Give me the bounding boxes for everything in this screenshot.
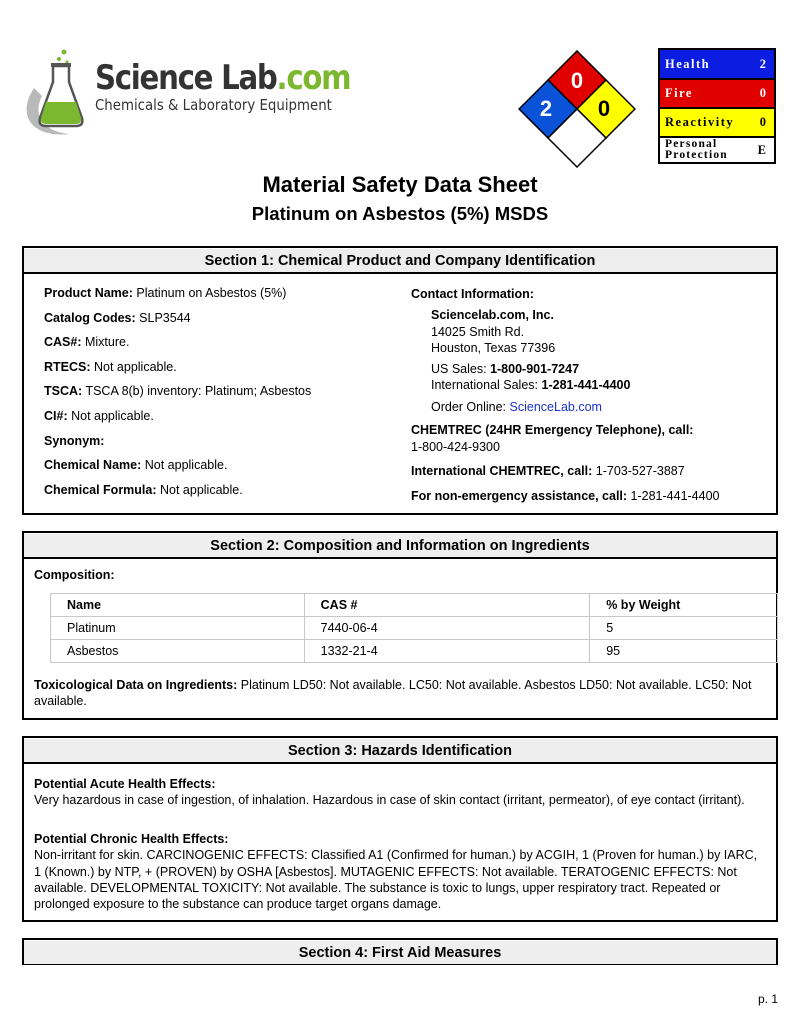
nfpa-health-value: 2 — [539, 96, 553, 121]
chronic-label: Potential Chronic Health Effects: — [34, 832, 229, 846]
column-header-weight: % by Weight — [590, 594, 778, 617]
company-name: Sciencelab.com, Inc. — [431, 308, 554, 322]
field-tsca: TSCA: TSCA 8(b) inventory: Platinum; Asbestos — [44, 384, 312, 399]
hmis-health-value: 2 — [759, 56, 766, 71]
acute-health-effects — [34, 776, 764, 809]
ingredient-weight: 95 — [590, 640, 778, 663]
section-1-heading: Section 1: Chemical Product and Company Identification — [24, 248, 776, 274]
field-ci: CI#: Not applicable. — [44, 408, 154, 423]
address-line-1: 14025 Smith Rd. — [431, 324, 525, 339]
hmis-protection-row — [660, 138, 774, 162]
document-subtitle: Platinum on Asbestos (5%) MSDS — [251, 203, 549, 224]
ingredient-cas: 7440-06-4 — [304, 617, 590, 640]
flask-icon — [22, 46, 102, 146]
acute-label: Potential Acute Health Effects: — [34, 777, 216, 791]
hmis-health-label: Health — [665, 56, 711, 71]
chronic-health-effects — [34, 831, 764, 912]
hmis-reactivity-label: Reactivity — [665, 115, 735, 129]
brand-name: Science Lab.com — [95, 58, 351, 98]
field-chemical-name: Chemical Name: Not applicable. — [44, 458, 228, 473]
ingredient-weight: 5 — [590, 617, 778, 640]
contact-heading: Contact Information: — [411, 287, 534, 301]
contact-information — [411, 286, 761, 504]
order-online: Order Online: ScienceLab.com — [431, 399, 602, 414]
field-catalog-codes: Catalog Codes: SLP3544 — [44, 310, 191, 325]
international-sales: International Sales: 1-281-441-4400 — [431, 378, 631, 392]
logo-wordmark — [95, 60, 392, 114]
product-fields — [44, 286, 311, 507]
hmis-reactivity-row — [660, 109, 774, 136]
section-2-heading: Section 2: Composition and Information on Ingredients — [24, 533, 776, 559]
hmis-fire-row — [660, 80, 774, 107]
nfpa-fire-value: 0 — [570, 68, 584, 93]
section-3 — [22, 736, 778, 922]
section-4 — [22, 938, 778, 965]
ingredient-cas: 1332-21-4 — [304, 640, 590, 663]
toxicological-data: Toxicological Data on Ingredients: Platinum LD50: Not available. LC50: Not available. Asbestos LD50: Not available. LC50: Not available. — [34, 678, 752, 708]
acute-text: Very hazardous in case of ingestion, of inhalation. Hazardous in case of skin contact (irritant, permeator), of eye contact (irritant). — [34, 793, 745, 808]
table-row — [51, 617, 778, 640]
column-header-cas: CAS # — [304, 594, 590, 617]
nfpa-reactivity-value: 0 — [597, 96, 611, 121]
section-3-heading: Section 3: Hazards Identification — [24, 738, 776, 764]
hmis-reactivity-value: 0 — [759, 115, 766, 129]
ingredient-name: Platinum — [51, 617, 305, 640]
sciencelab-link[interactable]: ScienceLab.com — [509, 399, 602, 414]
nfpa-diamond — [518, 50, 636, 168]
field-rtecs: RTECS: Not applicable. — [44, 359, 177, 374]
brand-tagline: Chemicals & Laboratory Equipment — [95, 96, 332, 114]
hmis-label — [658, 48, 776, 164]
chemtrec-phone: 1-800-424-9300 — [411, 439, 500, 454]
column-header-name: Name — [51, 594, 305, 617]
section-1 — [22, 246, 778, 515]
document-title: Material Safety Data Sheet — [262, 172, 538, 197]
field-chemical-formula: Chemical Formula: Not applicable. — [44, 482, 243, 497]
ingredient-name: Asbestos — [51, 640, 305, 663]
field-cas: CAS#: Mixture. — [44, 335, 130, 350]
international-chemtrec: International CHEMTREC, call: 1-703-527-3887 — [411, 464, 685, 478]
section-4-heading: Section 4: First Aid Measures — [24, 940, 776, 964]
table-header-row — [51, 594, 778, 617]
hmis-health-row — [660, 50, 774, 78]
page-number: p. 1 — [757, 992, 778, 1006]
hmis-fire-value: 0 — [759, 86, 766, 100]
hmis-fire-label: Fire — [665, 86, 693, 100]
hmis-protection-label: Personal Protection — [665, 138, 728, 161]
non-emergency-assistance: For non-emergency assistance, call: 1-281-441-4400 — [411, 488, 720, 503]
us-sales: US Sales: 1-800-901-7247 — [431, 361, 580, 376]
hmis-protection-value: E — [757, 142, 766, 157]
field-product-name: Product Name: Platinum on Asbestos (5%) — [44, 286, 287, 300]
chemtrec-label: CHEMTREC (24HR Emergency Telephone), call: — [411, 423, 694, 437]
composition-label: Composition: — [34, 568, 115, 582]
ingredients-table — [50, 593, 778, 663]
field-synonym: Synonym: — [44, 433, 105, 448]
address-line-2: Houston, Texas 77396 — [431, 341, 556, 355]
table-row — [51, 640, 778, 663]
section-2 — [22, 531, 778, 720]
chronic-text: Non-irritant for skin. CARCINOGENIC EFFECTS: Classified A1 (Confirmed for human.) by ACGIH, 1 (Proven for human.) by IARC, 1 (Known.) by NTP, + (PROVEN) by OSHA [Asbestos]. MUTAGENIC EFFECTS: Not available. TERATOGENIC EFFECTS: Not available. DEVELOPMENTAL TOXICITY: Not available. The substance is toxic to lungs, upper respiratory tract. Repeated or prolonged exposure to the substance can produce target organs damage. — [34, 848, 758, 912]
